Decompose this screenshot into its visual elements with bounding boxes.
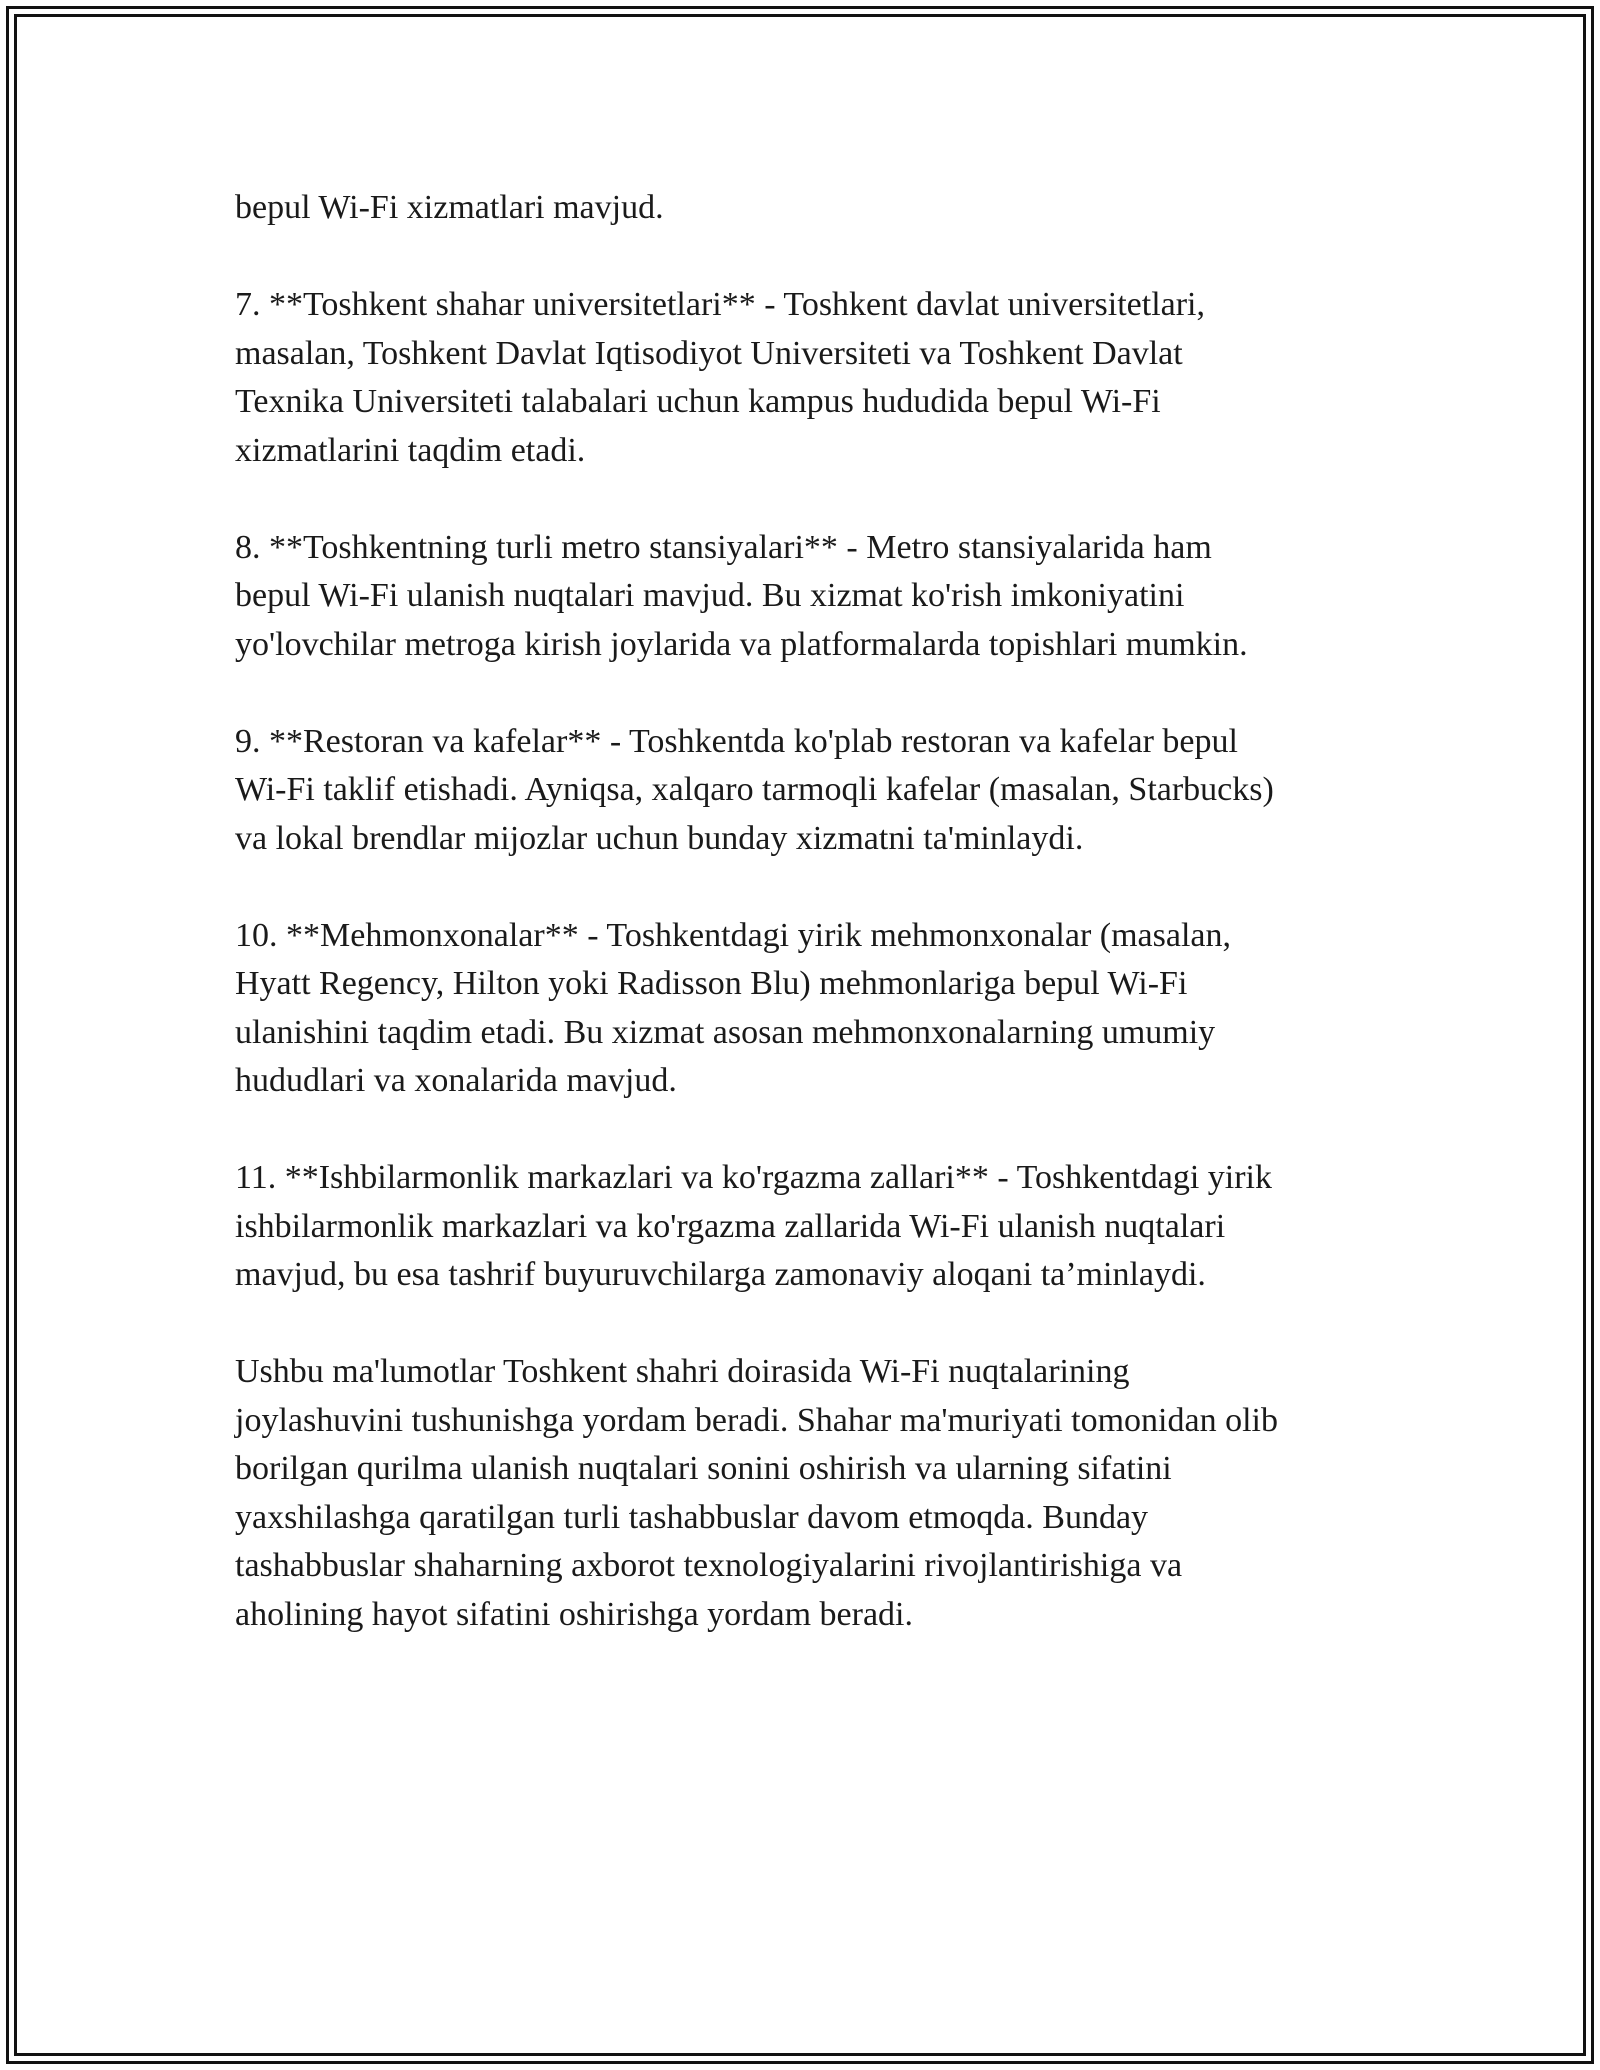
list-item-7-universities: 7. **Toshkent shahar universitetlari** - Toshkent davlat universitetlari, masalan, Toshkent Davlat Iqtisodiyot Universiteti va Toshkent Davlat Texnika Universiteti talabalari uchun kampus hududida bepul Wi-Fi xizmatlarini taqdim etadi.	[235, 286, 1205, 469]
document-body	[235, 184, 1385, 1688]
list-item-9-restaurants-cafes: 9. **Restoran va kafelar** - Toshkentda ko'plab restoran va kafelar bepul Wi-Fi taklif etishadi. Ayniqsa, xalqaro tarmoqli kafelar (masalan, Starbucks) va lokal brendlar mijozlar uchun bunday xizmatni ta'minlaydi.	[235, 722, 1274, 857]
list-item-11-business-centers: 11. **Ishbilarmonlik markazlari va ko'rgazma zallari** - Toshkentdagi yirik ishbilarmonlik markazlari va ko'rgazma zallarida Wi-Fi ulanish nuqtalari mavjud, bu esa tashrif buyuruvchilarga zamonaviy aloqani ta’minlaydi.	[235, 1159, 1272, 1293]
paragraph-continuation: bepul Wi-Fi xizmatlari mavjud.	[235, 189, 664, 226]
list-item-10-hotels: 10. **Mehmonxonalar** - Toshkentdagi yirik mehmonxonalar (masalan, Hyatt Regency, Hilton yoki Radisson Blu) mehmonlariga bepul Wi-Fi ulanishini taqdim etadi. Bu xizmat asosan mehmonxonalarning umumiy hududlari va xonalarida mavjud.	[235, 916, 1231, 1099]
closing-paragraph: Ushbu ma'lumotlar Toshkent shahri doirasida Wi-Fi nuqtalarining joylashuvini tushunishga yordam beradi. Shahar ma'muriyati tomonidan olib borilgan qurilma ulanish nuqtalari sonini oshirish va ularning sifatini yaxshilashga qaratilgan turli tashabbuslar davom etmoqda. Bunday tashabbuslar shaharning axborot texnologiyalarini rivojlantirishiga va aholining hayot sifatini oshirishga yordam beradi.	[235, 1353, 1278, 1633]
list-item-8-metro-stations: 8. **Toshkentning turli metro stansiyalari** - Metro stansiyalarida ham bepul Wi-Fi ulanish nuqtalari mavjud. Bu xizmat ko'rish imkoniyatini yo'lovchilar metroga kirish joylarida va platformalarda topishlari mumkin.	[235, 528, 1248, 663]
